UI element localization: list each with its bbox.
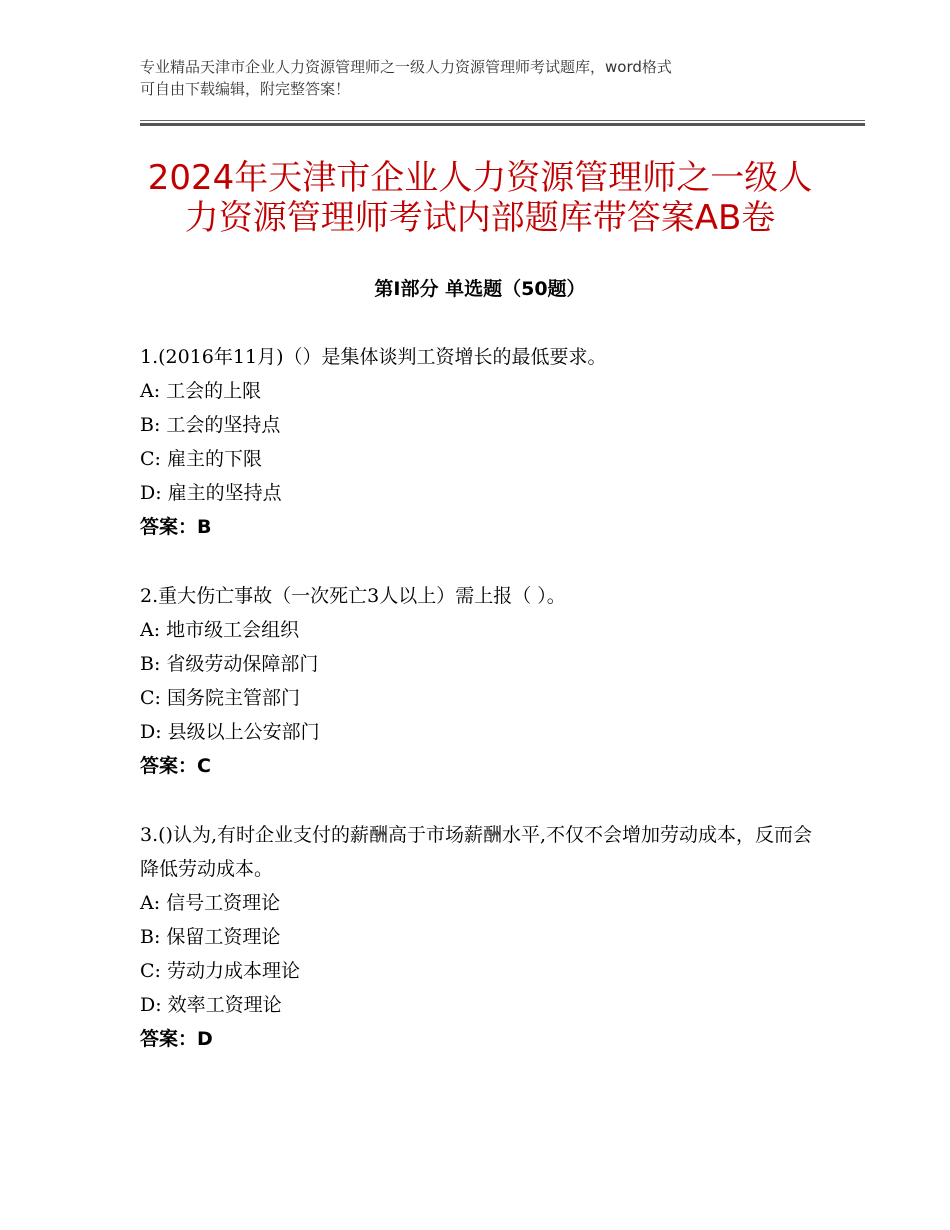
- answer: 答案：D: [140, 1028, 213, 1050]
- option-a: A: 地市级工会组织: [140, 619, 300, 641]
- header-divider-thin: [140, 120, 865, 121]
- option-c: C: 国务院主管部门: [140, 687, 300, 709]
- question-stem: 2.重大伤亡事故（一次死亡3人以上）需上报（ ）。: [140, 585, 566, 607]
- question-stem: 1.(2016年11月)（）是集体谈判工资增长的最低要求。: [140, 346, 607, 368]
- option-b: B: 工会的坚持点: [140, 414, 281, 436]
- option-c: C: 雇主的下限: [140, 448, 262, 470]
- question-stem: 3.()认为,有时企业支付的薪酬高于市场薪酬水平,不仅不会增加劳动成本，反而会降低劳动成本。: [140, 824, 813, 880]
- page-header-note: [140, 56, 820, 100]
- title-line-2: 力资源管理师考试内部题库带答案AB卷: [184, 198, 776, 238]
- option-a: A: 工会的上限: [140, 380, 262, 402]
- title-line-1: 2024年天津市企业人力资源管理师之一级人: [147, 158, 813, 198]
- question-2: [140, 579, 820, 783]
- header-divider-thick: [140, 123, 865, 126]
- header-line-1: 专业精品天津市企业人力资源管理师之一级人力资源管理师考试题库，word格式: [140, 58, 672, 76]
- option-b: B: 省级劳动保障部门: [140, 653, 319, 675]
- section-heading: 第Ⅰ部分 单选题（50题）: [374, 278, 586, 300]
- option-a: A: 信号工资理论: [140, 892, 281, 914]
- header-line-2: 可自由下载编辑，附完整答案！: [140, 80, 351, 98]
- document-title: [140, 158, 820, 238]
- question-3: [140, 818, 820, 1056]
- option-d: D: 县级以上公安部门: [140, 721, 320, 743]
- option-d: D: 雇主的坚持点: [140, 482, 282, 504]
- answer: 答案：B: [140, 516, 212, 538]
- answer: 答案：C: [140, 755, 211, 777]
- option-b: B: 保留工资理论: [140, 926, 281, 948]
- option-c: C: 劳动力成本理论: [140, 960, 300, 982]
- question-1: [140, 340, 820, 544]
- option-d: D: 效率工资理论: [140, 994, 282, 1016]
